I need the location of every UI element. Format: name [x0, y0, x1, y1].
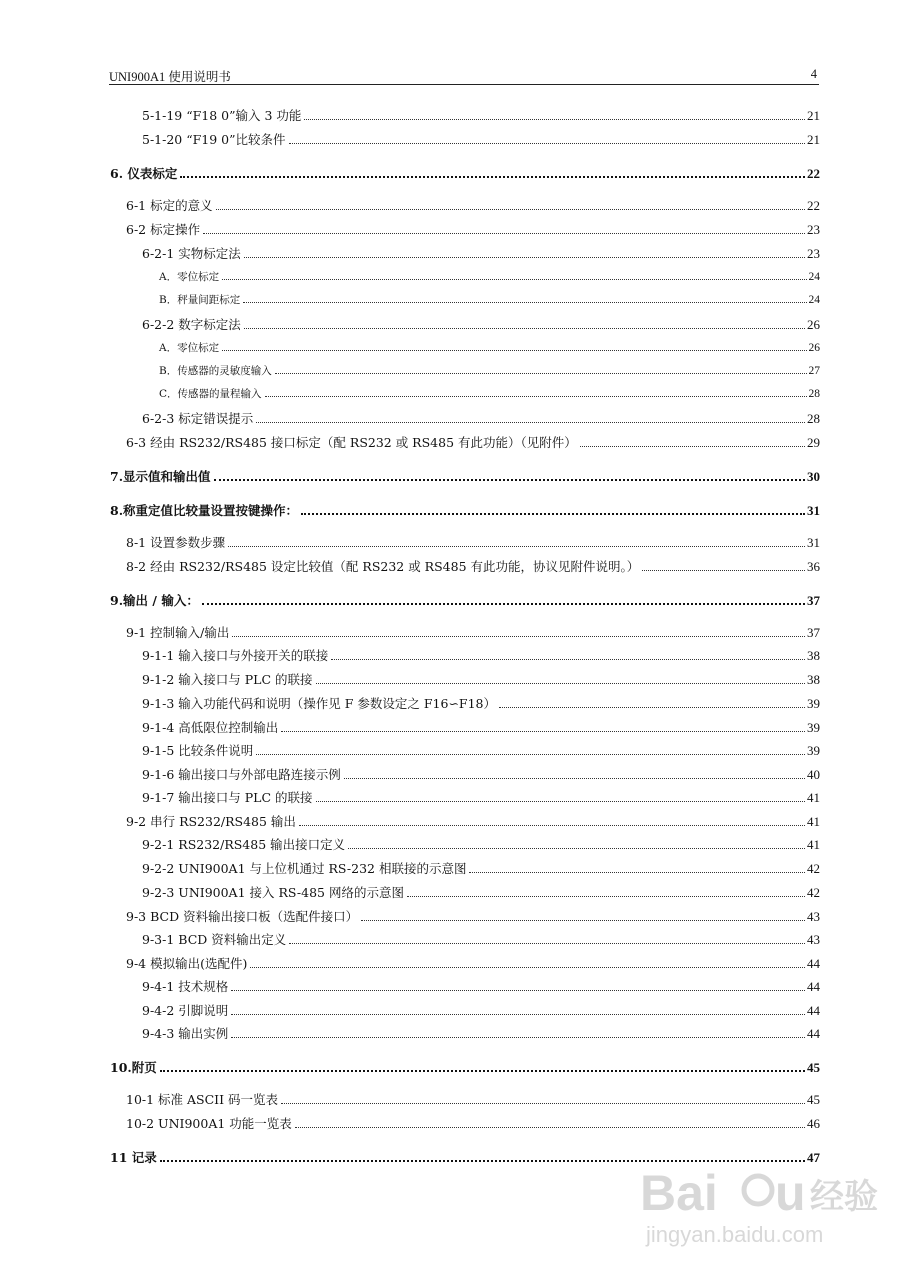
dot-leader — [361, 920, 805, 921]
toc-page-number: 30 — [807, 469, 820, 484]
toc-entry-label: B．传感器的灵敏度输入 — [159, 365, 272, 377]
toc-entry-label: 9-1-5 比较条件说明 — [142, 743, 254, 758]
toc-entry[interactable] — [126, 1117, 820, 1131]
dot-leader — [214, 479, 805, 481]
toc-entry-label: 8-2 经由 RS232/RS485 设定比较值（配 RS232 或 RS485 有此功能，协议见附件说明。） — [126, 559, 640, 574]
toc-page-number: 45 — [807, 1092, 820, 1107]
watermark-logo — [640, 1165, 878, 1221]
toc-entry-label: 6-2 标定操作 — [126, 222, 201, 237]
dot-leader — [216, 209, 805, 210]
toc-entry[interactable] — [126, 626, 820, 640]
toc-page-number: 40 — [807, 767, 820, 782]
dot-leader — [222, 350, 806, 351]
dot-leader — [580, 446, 805, 447]
toc-entry[interactable] — [126, 815, 820, 829]
toc-page-number: 29 — [807, 435, 820, 450]
toc-entry[interactable] — [142, 768, 820, 782]
toc-page-number: 44 — [807, 979, 820, 994]
toc-entry[interactable] — [142, 412, 820, 426]
toc-entry-label: C．传感器的量程输入 — [159, 388, 262, 400]
dot-leader — [348, 848, 805, 849]
toc-page-number: 24 — [808, 294, 820, 306]
toc-entry[interactable] — [142, 1027, 820, 1041]
dot-leader — [203, 233, 805, 234]
toc-entry-label: 9-1 控制输入/输出 — [126, 625, 230, 640]
toc-page-number: 41 — [807, 837, 820, 852]
toc-page-number: 38 — [807, 672, 820, 687]
svg-text:Bai: Bai — [640, 1165, 718, 1221]
baidu-jingyan-watermark — [640, 1160, 880, 1250]
toc-entry[interactable] — [142, 1004, 820, 1018]
toc-page-number: 31 — [807, 535, 820, 550]
toc-page-number: 37 — [807, 593, 820, 608]
dot-leader — [281, 731, 805, 732]
page-number: 4 — [810, 67, 817, 81]
toc-page-number: 26 — [808, 342, 820, 354]
dot-leader — [289, 143, 805, 144]
dot-leader — [499, 707, 805, 708]
toc-page-number: 26 — [807, 317, 820, 332]
toc-entry-label: 9-4 模拟输出(选配件) — [126, 956, 248, 971]
toc-entry[interactable] — [142, 247, 820, 261]
toc-entry[interactable] — [159, 271, 820, 283]
dot-leader — [231, 1014, 805, 1015]
toc-entry[interactable] — [142, 886, 820, 900]
toc-entry[interactable] — [159, 342, 820, 354]
dot-leader — [265, 396, 807, 397]
toc-page-number: 41 — [807, 790, 820, 805]
toc-entry-label: 9-2-2 UNI900A1 与上位机通过 RS-232 相联接的示意图 — [142, 861, 467, 876]
toc-entry-label: 6-2-3 标定错误提示 — [142, 411, 254, 426]
toc-page-number: 21 — [807, 132, 820, 147]
dot-leader — [316, 801, 805, 802]
toc-page-number: 42 — [807, 861, 820, 876]
toc-page-number: 44 — [807, 1026, 820, 1041]
toc-page-number: 24 — [808, 271, 820, 283]
toc-entry-label: 6-1 标定的意义 — [126, 198, 213, 213]
toc-entry-label: 9.输出 / 输入： — [110, 593, 199, 608]
toc-entry-label: 9-1-1 输入接口与外接开关的联接 — [142, 648, 329, 663]
dot-leader — [407, 896, 805, 897]
toc-page-number: 43 — [807, 932, 820, 947]
toc-entry[interactable] — [142, 109, 820, 123]
dot-leader — [244, 257, 805, 258]
toc-entry-label: 10-2 UNI900A1 功能一览表 — [126, 1116, 292, 1131]
toc-page-number: 27 — [808, 365, 820, 377]
toc-entry-label: 10.附页 — [110, 1060, 157, 1075]
toc-page-number: 43 — [807, 909, 820, 924]
dot-leader — [244, 328, 805, 329]
toc-page-number: 37 — [807, 625, 820, 640]
toc-entry-label: 9-4-3 输出实例 — [142, 1026, 229, 1041]
toc-page-number: 42 — [807, 885, 820, 900]
dot-leader — [344, 778, 805, 779]
toc-entry[interactable] — [159, 365, 820, 377]
toc-entry[interactable] — [142, 649, 820, 663]
dot-leader — [316, 683, 805, 684]
toc-page-number: 28 — [807, 411, 820, 426]
toc-entry[interactable] — [126, 536, 820, 550]
dot-leader — [256, 754, 805, 755]
dot-leader — [281, 1103, 805, 1104]
toc-entry-label: 9-2-3 UNI900A1 接入 RS-485 网络的示意图 — [142, 885, 404, 900]
toc-entry-label: 8-1 设置参数步骤 — [126, 535, 226, 550]
toc-entry[interactable] — [126, 199, 820, 213]
toc-page-number: 22 — [807, 166, 820, 181]
toc-page-number: 23 — [807, 222, 820, 237]
toc-entry-label: 5-1-19 “F18 0”输入 3 功能 — [142, 108, 302, 123]
toc-entry-label: A．零位标定 — [159, 271, 220, 283]
dot-leader — [289, 943, 805, 944]
toc-entry-label: 10-1 标准 ASCII 码一览表 — [126, 1092, 279, 1107]
dot-leader — [160, 1070, 805, 1072]
svg-text:u: u — [775, 1165, 806, 1221]
toc-entry[interactable] — [142, 862, 820, 876]
toc-chapter[interactable] — [110, 1061, 820, 1075]
toc-entry-label: 6-2-2 数字标定法 — [142, 317, 241, 332]
dot-leader — [180, 176, 805, 178]
toc-entry-label: A．零位标定 — [159, 342, 220, 354]
toc-entry-label: 5-1-20 “F19 0”比较条件 — [142, 132, 286, 147]
toc-page-number: 44 — [807, 956, 820, 971]
document-title: UNI900A1 使用说明书 — [109, 70, 231, 84]
toc-chapter[interactable] — [110, 594, 820, 608]
toc-entry[interactable] — [126, 436, 820, 450]
dot-leader — [275, 373, 807, 374]
dot-leader — [202, 603, 805, 605]
toc-chapter[interactable] — [110, 470, 820, 484]
toc-page-number: 38 — [807, 648, 820, 663]
toc-chapter[interactable] — [110, 504, 820, 518]
dot-leader — [232, 636, 805, 637]
toc-entry[interactable] — [142, 744, 820, 758]
toc-entry[interactable] — [126, 910, 820, 924]
dot-leader — [231, 1037, 805, 1038]
dot-leader — [222, 279, 806, 280]
dot-leader — [228, 546, 805, 547]
toc-entry-label: 6. 仪表标定 — [110, 166, 178, 181]
toc-entry[interactable] — [142, 791, 820, 805]
toc-entry[interactable] — [126, 223, 820, 237]
dot-leader — [299, 825, 805, 826]
toc-entry[interactable] — [126, 1093, 820, 1107]
toc-page-number: 21 — [807, 108, 820, 123]
toc-entry[interactable] — [159, 388, 820, 400]
toc-entry[interactable] — [126, 957, 820, 971]
toc-entry-label: 9-2-1 RS232/RS485 输出接口定义 — [142, 837, 346, 852]
dot-leader — [256, 422, 805, 423]
toc-page-number: 22 — [807, 198, 820, 213]
dot-leader — [331, 659, 805, 660]
toc-page-number: 45 — [807, 1060, 820, 1075]
toc-entry[interactable] — [142, 933, 820, 947]
toc-entry[interactable] — [142, 673, 820, 687]
dot-leader — [642, 570, 805, 571]
toc-entry[interactable] — [142, 697, 820, 711]
toc-entry-label: 9-1-2 输入接口与 PLC 的联接 — [142, 672, 313, 687]
toc-entry-label: 9-3 BCD 资料输出接口板（选配件接口） — [126, 909, 359, 924]
toc-page-number: 31 — [807, 503, 820, 518]
toc-page-number: 39 — [807, 696, 820, 711]
toc-entry-label: 11 记录 — [110, 1150, 157, 1165]
dot-leader — [295, 1127, 805, 1128]
toc-entry-label: 7.显示值和输出值 — [110, 469, 211, 484]
toc-page-number: 46 — [807, 1116, 820, 1131]
toc-chapter[interactable] — [110, 167, 820, 181]
toc-entry-label: 9-1-4 高低限位控制输出 — [142, 720, 279, 735]
dot-leader — [250, 967, 805, 968]
toc-entry[interactable] — [142, 980, 820, 994]
dot-leader — [231, 990, 805, 991]
toc-entry-label: 9-4-2 引脚说明 — [142, 1003, 229, 1018]
toc-entry-label: 9-1-6 输出接口与外部电路连接示例 — [142, 767, 341, 782]
dot-leader — [243, 302, 806, 303]
toc-page-number: 44 — [807, 1003, 820, 1018]
toc-entry-label: 6-3 经由 RS232/RS485 接口标定（配 RS232 或 RS485 有此功能）（见附件） — [126, 435, 577, 450]
toc-entry-label: 9-4-1 技术规格 — [142, 979, 229, 994]
toc-entry-label: 9-2 串行 RS232/RS485 输出 — [126, 814, 296, 829]
toc-page-number: 23 — [807, 246, 820, 261]
toc-page-number: 39 — [807, 743, 820, 758]
toc-entry-label: 9-1-7 输出接口与 PLC 的联接 — [142, 790, 313, 805]
toc-entry-label: 9-1-3 输入功能代码和说明（操作见 F 参数设定之 F16∽F18） — [142, 696, 497, 711]
toc-entry-label: 6-2-1 实物标定法 — [142, 246, 241, 261]
toc-entry[interactable] — [142, 318, 820, 332]
toc-entry[interactable] — [126, 560, 820, 574]
toc-entry[interactable] — [142, 721, 820, 735]
watermark-url: jingyan.baidu.com — [646, 1222, 824, 1247]
toc-entry-label: 8.称重定值比较量设置按键操作： — [110, 503, 299, 518]
dot-leader — [469, 872, 805, 873]
toc-entry[interactable] — [159, 294, 820, 306]
svg-text:经验: 经验 — [810, 1178, 878, 1216]
toc-page-number: 41 — [807, 814, 820, 829]
toc-page-number: 36 — [807, 559, 820, 574]
toc-entry-label: B．秤量间距标定 — [159, 294, 241, 306]
dot-leader — [301, 513, 805, 515]
dot-leader — [304, 119, 805, 120]
toc-page-number: 47 — [807, 1150, 820, 1165]
toc-entry[interactable] — [142, 838, 820, 852]
toc-entry[interactable] — [142, 133, 820, 147]
toc-page-number: 28 — [808, 388, 820, 400]
toc-page-number: 39 — [807, 720, 820, 735]
toc-entry-label: 9-3-1 BCD 资料输出定义 — [142, 932, 287, 947]
